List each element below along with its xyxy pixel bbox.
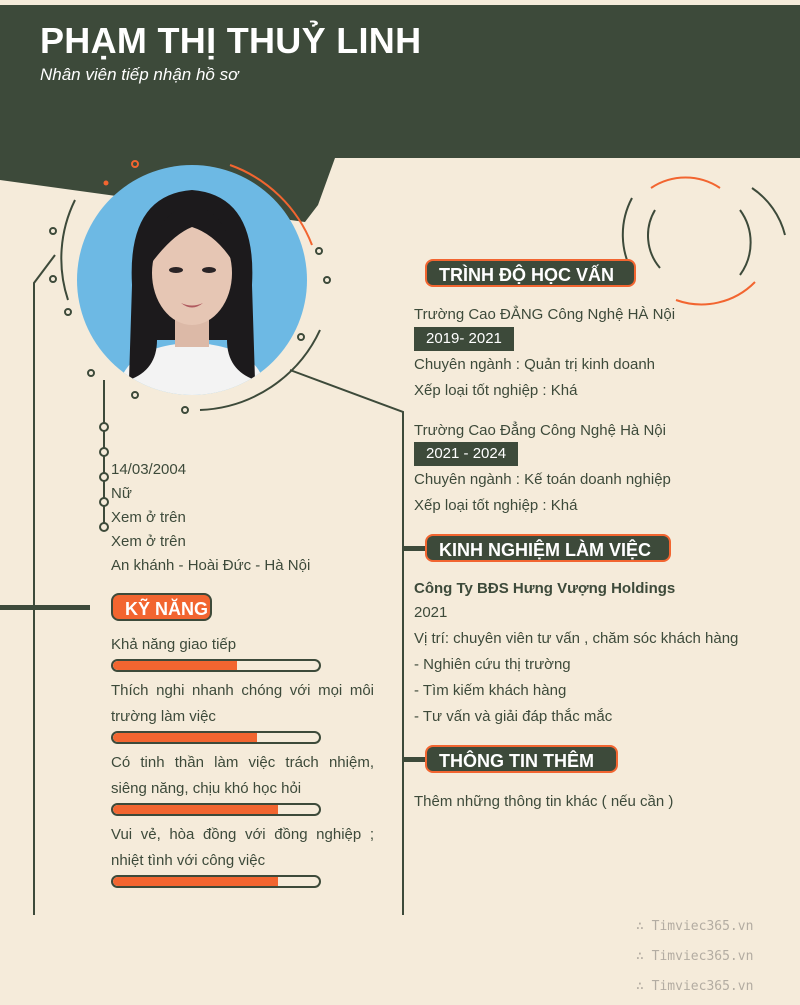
skill-1-label: Khả năng giao tiếp (111, 636, 237, 653)
additional-header (404, 745, 618, 773)
watermark-3-text: Timviec365.vn (651, 979, 754, 994)
exp-task-2: - Tìm kiếm khách hàng (414, 682, 567, 699)
skill-3-bar (111, 803, 321, 816)
skill-2-bar-fill (113, 733, 257, 742)
corner-dark-arc-inner (648, 210, 660, 268)
skill-2-label (111, 678, 374, 725)
skill-3-label-text: Có tinh thần làm việc trách nhiệm, siêng năng, chịu khó học hỏi (111, 754, 374, 797)
skill-2-label-text: Thích nghi nhanh chóng với mọi môi trường làm việc (111, 682, 374, 725)
watermark-1-text: Timviec365.vn (651, 919, 754, 934)
corner-orange-arc-bottom (676, 282, 755, 304)
profile-photo-drawing (77, 165, 307, 395)
photo-dark-arc-left (61, 200, 75, 300)
exp-company: Công Ty BĐS Hưng Vượng Holdings (414, 580, 676, 597)
corner-dark-arc-right (740, 210, 751, 275)
skill-4-bar-fill (113, 877, 278, 886)
skill-3-bar-fill (113, 805, 278, 814)
edu-2-major: Chuyên ngành : Kế toán doanh nghiệp (414, 471, 671, 488)
info-email: Xem ở trên (111, 533, 186, 550)
watermark-1: ∴ Timviec365.vn (636, 919, 754, 934)
exp-task-3: - Tư vấn và giải đáp thắc mắc (414, 708, 613, 725)
watermark-3: ∴ Timviec365.vn (636, 979, 754, 994)
corner-orange-arc-top (651, 178, 720, 188)
info-address: An khánh - Hoài Đức - Hà Nội (111, 557, 311, 574)
edu-1-grade: Xếp loại tốt nghiệp : Khá (414, 382, 578, 399)
skill-1-bar-fill (113, 661, 237, 670)
info-phone: Xem ở trên (111, 509, 186, 526)
skill-4-label (111, 822, 374, 874)
watermark-2-text: Timviec365.vn (651, 949, 754, 964)
edu-1-major: Chuyên ngành : Quản trị kinh doanh (414, 356, 656, 373)
additional-text: Thêm những thông tin khác ( nếu cần ) (414, 793, 674, 810)
skills-title: KỸ NĂNG (111, 593, 212, 621)
info-gender: Nữ (111, 485, 132, 502)
edu-2-school: Trường Cao Đẳng Công Nghệ Hà Nội (414, 422, 666, 439)
profile-photo (77, 165, 307, 395)
watermark-2: ∴ Timviec365.vn (636, 949, 754, 964)
edu-1-years: 2019- 2021 (414, 327, 514, 351)
education-header (404, 259, 636, 287)
job-title: Nhân viên tiếp nhận hồ sơ (40, 65, 239, 84)
experience-header (404, 534, 671, 562)
experience-title: KINH NGHIỆM LÀM VIỆC (425, 534, 671, 562)
left-rail-line (34, 255, 55, 915)
skills-header-line (0, 605, 90, 610)
education-title: TRÌNH ĐỘ HỌC VẤN (425, 259, 636, 287)
skill-3-label (111, 750, 374, 802)
exp-year: 2021 (414, 604, 448, 621)
skills-header (0, 593, 212, 621)
decor-dot-orange-2 (104, 181, 109, 186)
exp-position: Vị trí: chuyên viên tư vấn , chăm sóc khách hàng (414, 630, 739, 647)
skill-4-bar (111, 875, 321, 888)
skill-4-label-text: Vui vẻ, hòa đồng với đồng nghiệp ; nhiệt tình với công việc (111, 826, 374, 869)
edu-2-grade: Xếp loại tốt nghiệp : Khá (414, 497, 578, 514)
edu-1-school: Trường Cao ĐẲNG Công Nghệ HÀ Nội (414, 306, 676, 323)
edu-2-years: 2021 - 2024 (414, 442, 518, 466)
exp-task-1: - Nghiên cứu thị trường (414, 656, 571, 673)
corner-dark-arc-outer (752, 188, 785, 235)
skill-1-bar (111, 659, 321, 672)
additional-title: THÔNG TIN THÊM (425, 745, 618, 773)
info-birthdate: 14/03/2004 (111, 461, 187, 478)
candidate-name: PHẠM THỊ THUỶ LINH (40, 20, 422, 61)
skill-2-bar (111, 731, 321, 744)
